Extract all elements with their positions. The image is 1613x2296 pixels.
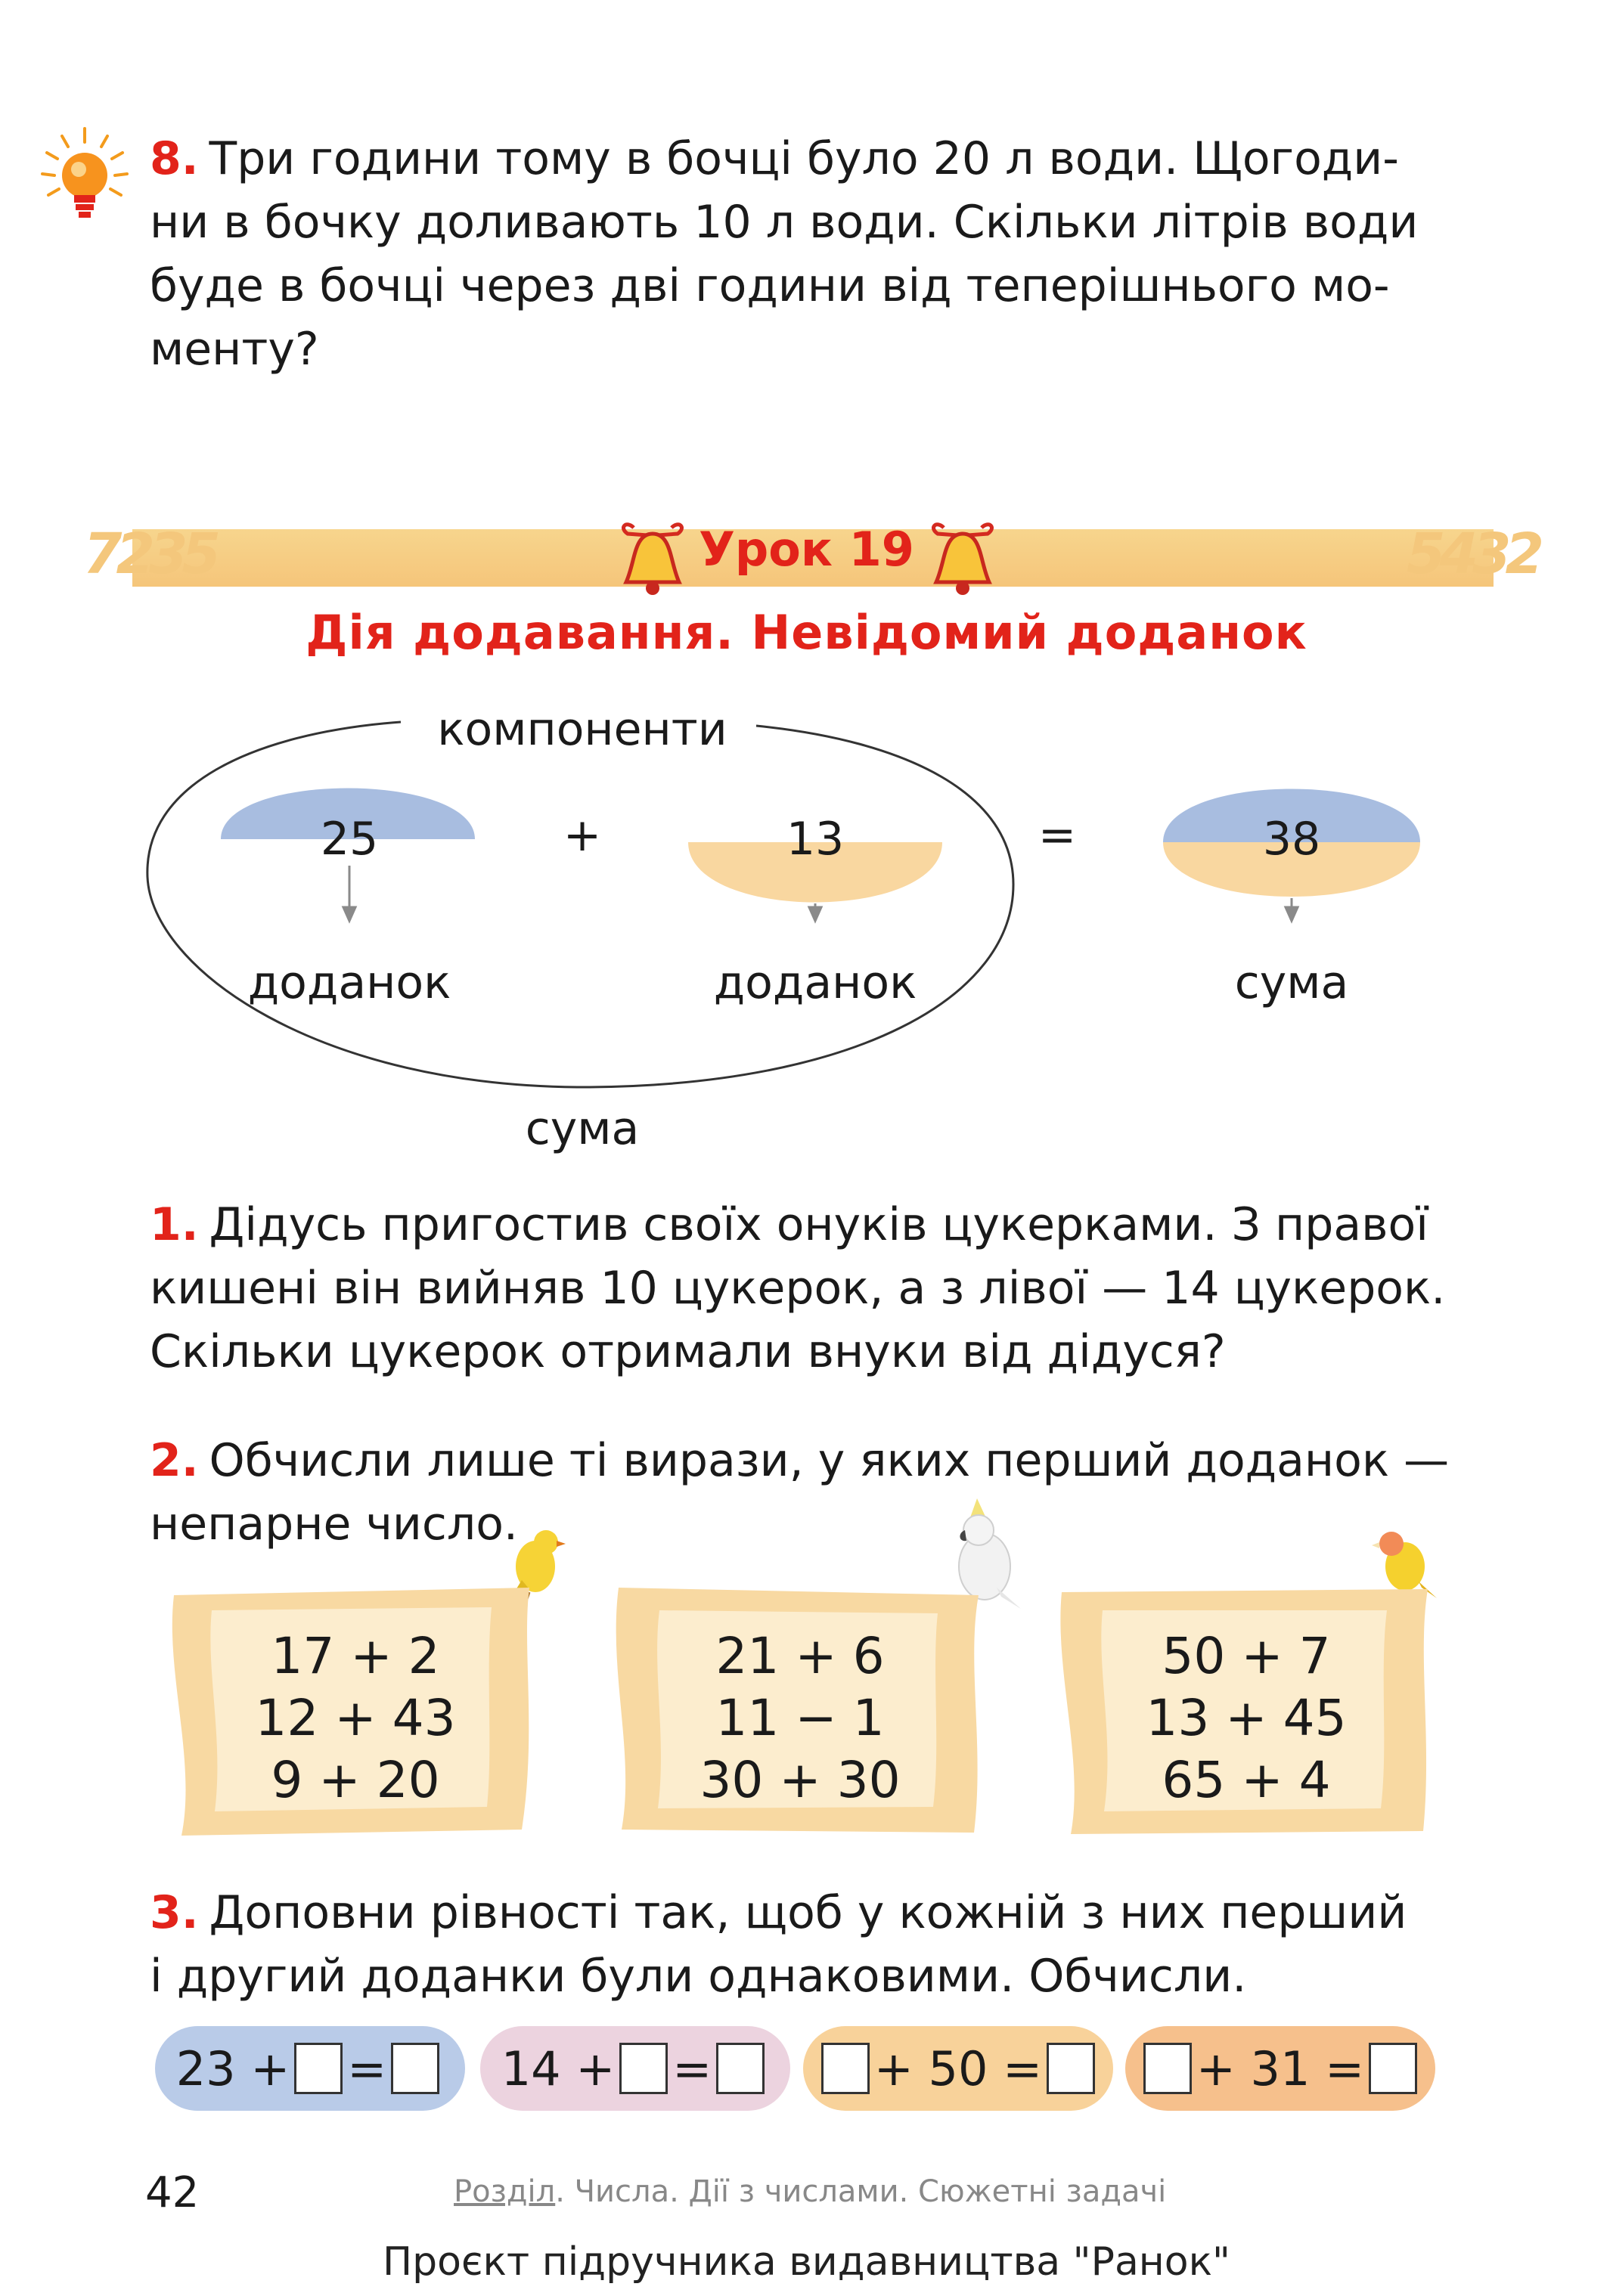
- expression: 21 + 6: [715, 1627, 885, 1685]
- equation-pill-1: [155, 2026, 465, 2111]
- task-1-line-1: Дідусь пригостив своїх онуків цукерками. З правої: [209, 1198, 1428, 1251]
- task-3-line-2: і другий доданки були однаковими. Обчисли.: [150, 1950, 1247, 2003]
- task-8-number: 8.: [150, 132, 199, 185]
- task-8-line-1: Три години тому в бочці було 20 л води. Щогоди-: [209, 132, 1399, 185]
- paper-card-2: [611, 1580, 989, 1837]
- task-2-number: 2.: [150, 1434, 199, 1487]
- answer-box[interactable]: [821, 2043, 870, 2094]
- sum-value: 38: [1262, 813, 1321, 866]
- lightbulb-icon: [39, 122, 130, 236]
- lesson-subtitle: Дія додавання. Невідомий доданок: [306, 605, 1307, 660]
- plus-sign: +: [563, 809, 602, 862]
- task-8-line-3: буде в бочці через дві години від теперішнього мо-: [150, 259, 1390, 312]
- paper-1-expressions: [166, 1625, 544, 1811]
- expression: 17 + 2: [271, 1627, 440, 1685]
- addend-1-label: доданок: [247, 956, 451, 1009]
- task-8-text: [150, 127, 1466, 381]
- section-caption: [454, 2174, 1166, 2209]
- task-2-line-1: Обчисли лише ті вирази, у яких перший доданок —: [209, 1434, 1450, 1487]
- task-1-line-3: Скільки цукерок отримали внуки від дідуся?: [150, 1325, 1226, 1378]
- task-1-line-2: кишені він вийняв 10 цукерок, а з лівої — 14 цукерок.: [150, 1262, 1446, 1315]
- paper-card-1: [166, 1580, 544, 1837]
- expression: 9 + 20: [271, 1751, 440, 1809]
- expression: 50 + 7: [1162, 1627, 1331, 1685]
- expression: 30 + 30: [699, 1751, 901, 1809]
- task-1-number: 1.: [150, 1198, 199, 1251]
- addend-1-value: 25: [320, 813, 379, 866]
- task-1-text: [150, 1193, 1466, 1383]
- section-word: Розділ: [454, 2174, 556, 2209]
- publisher-credit: Проєкт підручника видавництва "Ранок": [383, 2239, 1230, 2285]
- answer-box[interactable]: [1143, 2043, 1192, 2094]
- task-3-line-1: Доповни рівності так, щоб у кожній з них перший: [209, 1886, 1407, 1939]
- paper-2-expressions: [611, 1625, 989, 1811]
- addend-2-label: доданок: [713, 956, 917, 1009]
- task-3-text: [150, 1881, 1466, 2008]
- section-rest: . Числа. Дії з числами. Сюжетні задачі: [555, 2174, 1167, 2209]
- expression: 12 + 43: [255, 1689, 456, 1747]
- equation-mid: + 31 =: [1196, 2040, 1365, 2096]
- equation-pill-3: [803, 2026, 1113, 2111]
- expression: 11 − 1: [715, 1689, 885, 1747]
- expression: 13 + 45: [1146, 1689, 1347, 1747]
- components-label: компоненти: [437, 703, 727, 756]
- page-number: 42: [145, 2168, 200, 2217]
- equation-pill-4: [1125, 2026, 1435, 2111]
- equation-mid: =: [672, 2040, 712, 2096]
- paper-3-expressions: [1057, 1625, 1435, 1811]
- equation-pill-2: [480, 2026, 790, 2111]
- answer-box[interactable]: [294, 2043, 343, 2094]
- sum-label-bottom: сума: [525, 1102, 640, 1155]
- equation-mid: + 50 =: [873, 2040, 1043, 2096]
- equation-left: 23 +: [175, 2040, 290, 2096]
- answer-box[interactable]: [716, 2043, 765, 2094]
- banner-left-digits: 7235: [83, 522, 215, 587]
- bell-icon-right: [921, 517, 1004, 600]
- paper-card-3: [1057, 1580, 1435, 1837]
- equation-mid: =: [347, 2040, 387, 2096]
- answer-box[interactable]: [1369, 2043, 1417, 2094]
- task-2-line-2: непарне число.: [150, 1498, 519, 1551]
- addend-2-value: 13: [786, 813, 845, 866]
- expression: 65 + 4: [1162, 1751, 1331, 1809]
- equals-sign: =: [1038, 809, 1077, 862]
- answer-box[interactable]: [619, 2043, 668, 2094]
- task-2-text: [150, 1429, 1466, 1556]
- task-8-line-4: менту?: [150, 323, 319, 376]
- banner-right-digits: 5432: [1407, 522, 1538, 587]
- sum-label-right: сума: [1234, 956, 1349, 1009]
- task-8-line-2: ни в бочку доливають 10 л води. Скільки літрів води: [150, 196, 1419, 249]
- answer-box[interactable]: [391, 2043, 439, 2094]
- equation-left: 14 +: [501, 2040, 616, 2096]
- answer-box[interactable]: [1047, 2043, 1095, 2094]
- lesson-title: Урок 19: [699, 522, 914, 577]
- task-3-number: 3.: [150, 1886, 199, 1939]
- addition-diagram: [0, 703, 1613, 1172]
